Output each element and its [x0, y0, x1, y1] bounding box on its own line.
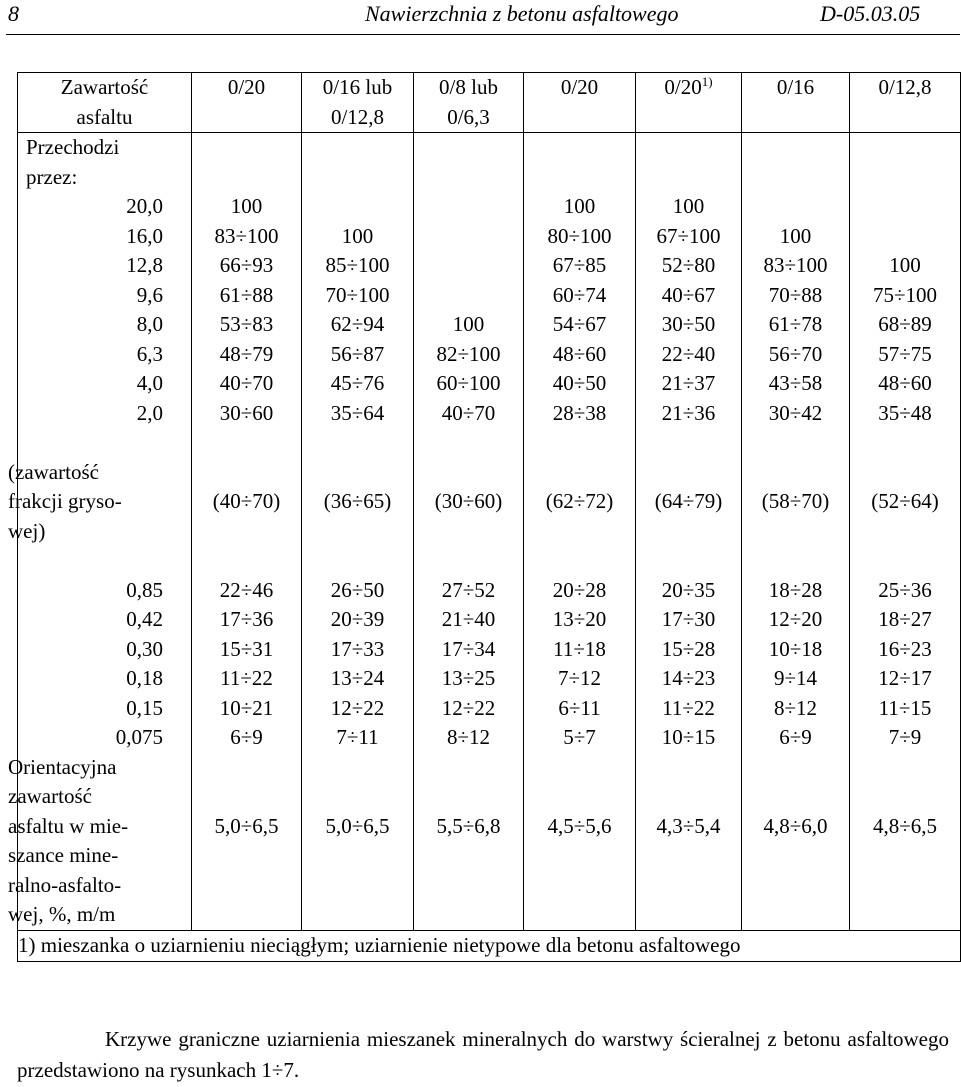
spacer	[192, 546, 301, 576]
asphalt-value: 5,0÷6,5	[325, 813, 390, 838]
sieve-size: 2,0	[136, 400, 163, 425]
header-col-1: 0/20	[192, 73, 302, 133]
spacer	[524, 900, 635, 930]
table-cell: 100	[779, 223, 812, 248]
spacer	[850, 458, 960, 488]
table-cell	[850, 192, 960, 222]
sieve-size: 8,0	[136, 312, 163, 336]
spacer	[850, 782, 960, 812]
spacer	[18, 428, 163, 458]
table-cell: 11÷22	[220, 666, 273, 690]
table-cell: 17÷33	[330, 636, 385, 661]
spacer	[524, 782, 635, 812]
spacer	[636, 782, 741, 812]
orient-label: szance mine-	[8, 843, 119, 867]
grys-value: (30÷60)	[434, 489, 503, 513]
grys-value: (62÷72)	[545, 489, 614, 513]
table-cell: 20÷39	[330, 607, 385, 631]
gradation-table	[8, 72, 961, 962]
table-cell: 9÷14	[773, 666, 818, 690]
spacer	[742, 753, 849, 783]
spacer	[414, 163, 523, 193]
spacer	[636, 900, 741, 930]
spacer	[192, 517, 301, 547]
table-cell: 40÷50	[552, 371, 607, 395]
table-cell	[414, 251, 523, 281]
spacer	[742, 458, 849, 488]
table-cell: 5÷7	[563, 725, 596, 749]
table-cell: 54÷67	[552, 312, 607, 336]
spacer	[524, 428, 635, 458]
spacer	[192, 133, 301, 163]
table-cell: 6÷11	[558, 695, 601, 720]
value-column-4	[524, 133, 636, 931]
table-body-row	[18, 133, 961, 931]
table-cell: 10÷18	[768, 636, 823, 661]
table-cell: 100	[672, 194, 705, 218]
orient-label: zawartość	[8, 784, 92, 808]
table-cell	[742, 192, 849, 222]
footnote: 1) mieszanka o uziarnieniu nieciągłym; uziarnienie nietypowe dla betonu asfaltowego	[18, 930, 961, 961]
header-col-6: 0/16	[742, 73, 850, 133]
table-cell: 52÷80	[661, 253, 716, 277]
spacer	[302, 900, 413, 930]
spacer	[636, 841, 741, 871]
table-cell: 20÷35	[661, 577, 716, 602]
spacer	[850, 517, 960, 547]
table-cell: 17÷36	[219, 607, 274, 631]
spacer	[524, 458, 635, 488]
table-cell: 14÷23	[661, 666, 716, 690]
sieve-size: 4,0	[136, 371, 163, 395]
table-cell: 100	[889, 253, 921, 277]
spacer	[636, 546, 741, 576]
spacer	[414, 517, 523, 547]
spacer	[192, 841, 301, 871]
spacer	[18, 546, 163, 576]
sieve-size: 0,30	[126, 636, 163, 661]
grys-label: wej)	[8, 518, 46, 543]
spacer	[742, 546, 849, 576]
table-cell	[414, 222, 523, 252]
table-cell: 20÷28	[552, 577, 607, 602]
table-cell: 21÷37	[661, 371, 716, 395]
table-cell: 13÷20	[552, 607, 607, 631]
table-cell: 30÷60	[219, 400, 274, 425]
spacer	[414, 871, 523, 901]
table-cell: 35÷48	[878, 400, 932, 425]
table-cell: 10÷15	[661, 725, 716, 749]
header-rule	[6, 34, 960, 35]
spacer	[192, 871, 301, 901]
sieve-size: 0,42	[126, 607, 163, 631]
spacer	[524, 753, 635, 783]
table-cell: 7÷12	[557, 666, 602, 690]
spacer	[742, 517, 849, 547]
table-cell: 21÷40	[441, 607, 496, 631]
spacer	[302, 841, 413, 871]
table-cell: 75÷100	[872, 282, 938, 307]
spacer	[742, 428, 849, 458]
table-cell: 48÷60	[878, 371, 932, 395]
spacer	[414, 458, 523, 488]
spacer	[850, 546, 960, 576]
orient-label: asfaltu w mie-	[8, 813, 129, 838]
value-column-1	[192, 133, 302, 931]
table-cell: 18÷28	[768, 577, 823, 602]
table-cell: 56÷87	[330, 341, 385, 366]
spacer	[636, 517, 741, 547]
spacer	[302, 517, 413, 547]
orient-label: Orientacyjna	[8, 754, 117, 779]
spacer	[192, 428, 301, 458]
spacer	[302, 458, 413, 488]
asphalt-value: 4,8÷6,5	[872, 813, 938, 838]
spacer	[302, 546, 413, 576]
spacer	[850, 871, 960, 901]
table-cell: 8÷12	[773, 695, 818, 720]
table-cell: 80÷100	[547, 223, 612, 248]
header-col-3: 0/8 lub 0/6,3	[414, 73, 524, 133]
passing-label: Przechodzi	[26, 135, 120, 159]
spacer	[636, 428, 741, 458]
spacer	[414, 782, 523, 812]
table-cell: 48÷79	[219, 341, 274, 366]
table-cell: 18÷27	[878, 607, 932, 631]
spacer	[414, 900, 523, 930]
spacer	[742, 841, 849, 871]
table-cell: 68÷89	[878, 312, 932, 336]
asphalt-value: 4,3÷5,4	[656, 813, 721, 838]
table-cell: 27÷52	[441, 577, 496, 602]
spacer	[850, 841, 960, 871]
value-column-6	[742, 133, 850, 931]
table-cell: 12÷17	[878, 666, 932, 690]
table-cell: 85÷100	[325, 253, 390, 277]
orient-label: wej, %, m/m	[8, 902, 116, 926]
table-cell: 100	[230, 194, 263, 218]
table-cell: 30÷42	[768, 400, 823, 425]
table-cell: 12÷22	[441, 695, 496, 720]
value-column-2	[302, 133, 414, 931]
grys-label: frakcji gryso-	[8, 489, 122, 513]
table-cell: 100	[452, 312, 485, 336]
sieve-size: 20,0	[126, 194, 163, 218]
table-cell: 12÷20	[768, 607, 823, 631]
table-cell: 43÷58	[768, 371, 823, 395]
table-cell: 53÷83	[219, 312, 274, 336]
table-cell: 21÷36	[661, 400, 716, 425]
spacer	[524, 133, 635, 163]
spacer	[742, 133, 849, 163]
table-cell: 25÷36	[878, 577, 932, 602]
spacer	[302, 871, 413, 901]
spacer	[192, 782, 301, 812]
table-cell: 57÷75	[878, 341, 932, 366]
sieve-size: 0,85	[126, 577, 163, 602]
table-cell: 7÷9	[888, 725, 922, 749]
header-col-2: 0/16 lub 0/12,8	[302, 73, 414, 133]
spacer	[850, 428, 960, 458]
table-cell: 13÷24	[330, 666, 385, 690]
spacer	[192, 458, 301, 488]
table-cell	[850, 222, 960, 252]
table-cell: 61÷88	[219, 282, 274, 307]
table-cell: 8÷12	[446, 725, 491, 749]
table-cell: 26÷50	[330, 577, 385, 602]
document-title: Nawierzchnia z betonu asfaltowego	[365, 1, 679, 26]
table-cell: 70÷100	[325, 282, 390, 307]
table-cell: 15÷28	[661, 636, 716, 661]
table-cell: 48÷60	[552, 341, 607, 366]
spacer	[524, 517, 635, 547]
table-cell: 7÷11	[336, 725, 379, 749]
table-cell: 11÷15	[878, 695, 932, 720]
spacer	[192, 900, 301, 930]
value-column-5	[636, 133, 742, 931]
spacer	[302, 428, 413, 458]
table-cell: 15÷31	[219, 636, 274, 661]
table-cell: 16÷23	[878, 636, 932, 661]
spacer	[524, 841, 635, 871]
table-cell	[302, 192, 413, 222]
sieve-size: 12,8	[126, 253, 163, 277]
spacer	[414, 546, 523, 576]
table-cell: 10÷21	[219, 695, 274, 720]
spacer	[636, 458, 741, 488]
table-cell: 61÷78	[768, 312, 823, 336]
body-paragraph: Krzywe graniczne uziarnienia mieszanek mineralnych do warstwy ścieralnej z betonu asfaltowego przedstawiono na rysunkach 1÷7.	[17, 1027, 949, 1082]
table-cell: 22÷46	[219, 577, 274, 602]
table-cell: 67÷85	[552, 253, 607, 277]
table-cell: 22÷40	[661, 341, 716, 366]
table-cell: 60÷74	[552, 282, 607, 307]
grys-value: (36÷65)	[323, 489, 392, 513]
grys-value: (52÷64)	[871, 489, 939, 513]
table-cell: 40÷70	[219, 371, 274, 395]
spacer	[850, 753, 960, 783]
page-number: 8	[8, 1, 19, 26]
spacer	[192, 753, 301, 783]
sieve-size: 16,0	[126, 223, 163, 248]
table-cell: 6÷9	[779, 725, 812, 749]
footnote-marker: 1)	[701, 74, 713, 89]
table-cell: 11÷22	[662, 695, 715, 720]
table-cell	[414, 281, 523, 311]
footnote-row	[18, 930, 961, 961]
page-header	[0, 0, 960, 36]
spacer	[742, 163, 849, 193]
spacer	[302, 163, 413, 193]
table-cell: 6÷9	[230, 725, 263, 749]
spacer	[524, 163, 635, 193]
table-cell: 100	[341, 223, 374, 248]
table-cell: 82÷100	[436, 341, 501, 366]
spacer	[742, 871, 849, 901]
table-cell: 28÷38	[552, 400, 607, 425]
spacer	[742, 900, 849, 930]
orient-label: ralno-asfalto-	[8, 872, 122, 897]
value-column-3	[414, 133, 524, 931]
grys-value: (58÷70)	[761, 489, 830, 513]
grys-label: (zawartość	[8, 459, 99, 484]
asphalt-value: 5,5÷6,8	[436, 813, 501, 838]
spacer	[850, 900, 960, 930]
table-cell: 35÷64	[330, 400, 385, 425]
spacer	[414, 428, 523, 458]
table-cell: 62÷94	[330, 312, 385, 336]
header-first-cell: Zawartość asfaltu	[18, 73, 192, 133]
sieve-column	[8, 133, 192, 931]
grys-value: (40÷70)	[212, 489, 281, 513]
table-cell: 12÷22	[330, 695, 385, 720]
table-cell: 83÷100	[763, 253, 828, 277]
spacer	[636, 133, 741, 163]
spacer	[302, 782, 413, 812]
table-cell: 83÷100	[214, 223, 279, 248]
document-code: D-05.03.05	[820, 1, 921, 26]
spacer	[302, 133, 413, 163]
sieve-size: 0,15	[126, 695, 163, 720]
spacer	[742, 782, 849, 812]
table-cell: 70÷88	[768, 282, 823, 307]
table-cell: 40÷70	[441, 400, 496, 425]
value-column-7	[850, 133, 961, 931]
sieve-size: 6,3	[136, 341, 163, 366]
spacer	[414, 841, 523, 871]
spacer	[850, 133, 960, 163]
spacer	[524, 871, 635, 901]
passing-label: przez:	[26, 164, 78, 189]
spacer	[850, 163, 960, 193]
table-cell: 60÷100	[436, 371, 501, 395]
table-cell: 56÷70	[768, 341, 823, 366]
asphalt-value: 5,0÷6,5	[214, 813, 279, 838]
spacer	[414, 753, 523, 783]
spacer	[524, 546, 635, 576]
spacer	[636, 871, 741, 901]
table-cell: 45÷76	[330, 371, 385, 395]
table-cell: 13÷25	[441, 666, 496, 690]
grys-value: (64÷79)	[654, 489, 723, 513]
sieve-size: 0,075	[115, 725, 163, 749]
table-cell: 30÷50	[661, 312, 716, 336]
table-cell: 11÷18	[553, 636, 606, 661]
table-cell: 100	[563, 194, 596, 218]
table-cell: 66÷93	[219, 253, 274, 277]
asphalt-value: 4,5÷5,6	[547, 813, 612, 838]
table-cell: 17÷34	[441, 636, 496, 661]
table-cell: 40÷67	[661, 282, 716, 307]
table-cell: 67÷100	[656, 223, 721, 248]
spacer	[414, 133, 523, 163]
spacer	[636, 753, 741, 783]
spacer	[636, 163, 741, 193]
sieve-size: 0,18	[126, 666, 163, 690]
header-col-4: 0/20	[524, 73, 636, 133]
table-cell	[414, 192, 523, 222]
header-col-5: 0/20$^{1)}$	[636, 73, 742, 133]
header-col-7: 0/12,8	[850, 73, 961, 133]
table-header-row	[18, 73, 961, 133]
asphalt-value: 4,8÷6,0	[763, 813, 828, 838]
spacer	[192, 163, 301, 193]
sieve-size: 9,6	[136, 282, 163, 307]
table-cell: 17÷30	[661, 607, 716, 631]
spacer	[302, 753, 413, 783]
